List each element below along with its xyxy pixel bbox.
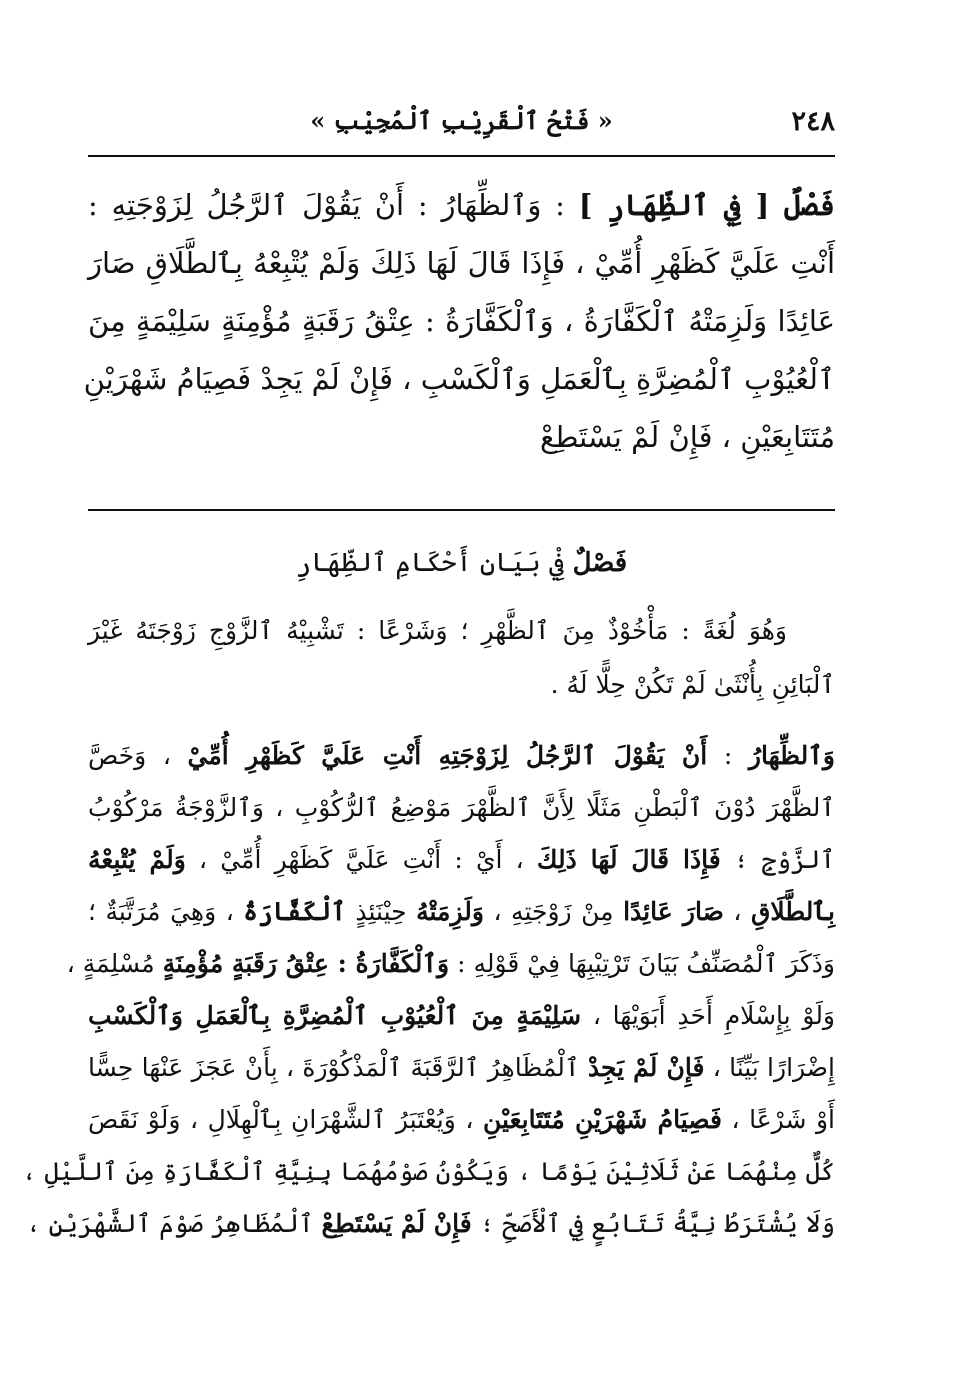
running-title: « فَتْحُ ٱلْقَرِيْبِ ٱلْمُجِيْبِ » [310, 106, 613, 135]
page-header [88, 104, 835, 148]
sharh-text: ٱلزَّوْجِ ؛ [720, 845, 835, 874]
sharh-bold: وَلَزِمَتْهُ [416, 897, 484, 926]
sharh-bold: ٱلْكَفَّارَةُ [243, 897, 346, 926]
sharh-bold: وَلَمْ يُتْبِعْهُ [88, 845, 186, 874]
sharh-bold: أَنْ يَقُوْلَ ٱلرَّجُلُ لِزَوْجَتِهِ أَنْتِ عَلَيَّ كَظَهْرِ أُمِّيْ [187, 741, 708, 770]
intro-paragraph [88, 604, 835, 712]
sharh-text: مُسْلِمَةٍ ، [66, 949, 163, 978]
section-title-bold: فَصْلٌ [572, 548, 628, 578]
intro-line: وَهُوَ لُغَةً : مَأْخُوْذٌ مِنَ ٱلظَّهْرِ ؛ وَشَرْعًا : تَشْبِيْهُ ٱلزَّوْجِ زَوْجَتَهُ غَيْرَ [88, 616, 787, 645]
sharh-line [88, 886, 835, 938]
sharh-text: وَذَكَرَ ٱلْمُصَنِّفُ بَيَانَ تَرْتِيْبِهَا فِيْ قَوْلِهِ : [449, 949, 835, 978]
sharh-text: وَلَا يُشْتَرَطُ نِيَّةُ تَتَابُعٍ فِي ٱلْأَصَحِّ ؛ [471, 1209, 835, 1238]
header-divider [88, 155, 835, 157]
sharh-line [88, 1094, 835, 1146]
matn-line-text: : وَٱلظِّهَارُ : أَنْ يَقُوْلَ ٱلرَّجُلُ لِزَوْجَتِهِ : [88, 188, 579, 222]
sharh-text: وَلَوْ بِإِسْلَامِ أَحَدِ أَبَوَيْهَا ، [581, 1001, 836, 1030]
sharh-text: ، [723, 897, 751, 926]
sharh-text: كُلٌّ مِنْهُمَا عَنْ ثَلَاثِيْنَ يَوْمًا ، وَيَكُوْنُ صَوْمُهُمَا بِنِيَّةِ ٱلْكَفَّارَةِ مِنَ ٱللَّيْلِ ، [21, 1157, 835, 1186]
intro-line: ٱلْبَائِنِ بِأُنْثَىٰ لَمْ تَكُنْ حِلًّا لَهُ . [550, 670, 835, 699]
sharh-bold: وَٱلظِّهَارُ [748, 741, 835, 770]
sharh-text: ، وَيُعْتَبَرُ ٱلشَّهْرَانِ بِٱلْهِلَالِ ، وَلَوْ نَقَصَ [88, 1105, 484, 1134]
sharh-paragraph [21, 730, 836, 1250]
sharh-text: ، وَخَصَّ [88, 741, 188, 770]
book-page [21, 0, 836, 1384]
section-title-rest: فِيْ بَيَانِ أَحْكَامِ ٱلظِّهَارِ [295, 548, 573, 578]
sharh-bold: فَإِنْ لَمْ يَجِدْ [587, 1053, 705, 1082]
sharh-bold: فَإِذَا قَالَ لَهَا ذَلِكَ [536, 845, 721, 874]
matn-line: ٱلْعُيُوْبِ ٱلْمُضِرَّةِ بِٱلْعَمَلِ وَٱلْكَسْبِ ، فَإِنْ لَمْ يَجِدْ فَصِيَامُ شَهْرَيْنِ [83, 362, 835, 396]
sharh-bold: بِٱلطَّلَاقِ [750, 897, 836, 926]
sharh-text: ، أَيْ : أَنْتِ عَلَيَّ كَظَهْرِ أُمِّيْ ، [185, 845, 537, 874]
sharh-line [88, 782, 835, 834]
sharh-text: مِنْ زَوْجَتِهِ ، [483, 897, 624, 926]
sharh-text: ، وَهِيَ مُرَتَّبَةٌ ؛ [88, 897, 244, 926]
matn-line: أَنْتِ عَلَيَّ كَظَهْرِ أُمِّيْ ، فَإِذَا قَالَ لَهَا ذَلِكَ وَلَمْ يُتْبِعْهُ بِٱلطَّلَاقِ صَارَ [88, 246, 835, 280]
sharh-line [88, 1042, 835, 1094]
sharh-text: ٱلْمُظَاهِرُ ٱلرَّقَبَةَ ٱلْمَذْكُوْرَةَ ، بِأَنْ عَجَزَ عَنْهَا حِسًّا [88, 1053, 588, 1082]
matn-sharh-divider [88, 509, 835, 511]
sharh-text: ٱلظَّهْرَ دُوْنَ ٱلْبَطْنِ مَثَلًا لِأَنَّ ٱلظَّهْرَ مَوْضِعُ ٱلرُّكُوْبِ ، وَٱلزَّوْجَةُ مَرْكُوْبُ [88, 793, 835, 822]
sharh-line [21, 1146, 835, 1198]
matn-line: مُتَتَابِعَيْنِ ، فَإِنْ لَمْ يَسْتَطِعْ [539, 420, 835, 454]
sharh-line [88, 834, 835, 886]
sharh-text: إِضْرَارًا بَيِّنًا ، [704, 1053, 835, 1082]
sharh-text: حِيْنَئِذٍ [345, 897, 417, 926]
page-number: ٢٤٨ [791, 106, 835, 137]
sharh-line [26, 1198, 835, 1250]
matn-line [88, 176, 835, 234]
sharh-line [66, 938, 835, 990]
sharh-bold: سَلِيْمَةٍ مِنَ ٱلْعُيُوْبِ ٱلْمُضِرَّةِ بِٱلْعَمَلِ وَٱلْكَسْبِ [88, 1001, 582, 1030]
sharh-line [88, 730, 835, 782]
sharh-text: أَوْ شَرْعًا ، [721, 1105, 836, 1134]
sharh-line [88, 990, 835, 1042]
sharh-bold: فَصِيَامُ شَهْرَيْنِ مُتَتَابِعَيْنِ [483, 1105, 722, 1134]
matn-text [83, 176, 836, 466]
sharh-bold: فَإِنْ لَمْ يَسْتَطِعْ [321, 1209, 472, 1238]
sharh-text: ٱلْمُظَاهِرُ صَوْمَ ٱلشَّهْرَيْنِ ، [26, 1209, 322, 1238]
matn-heading: فَصْلٌ [ فِي ٱلظِّهَارِ ] [578, 188, 836, 222]
matn-line: عَائِدًا وَلَزِمَتْهُ ٱلْكَفَّارَةُ ، وَٱلْكَفَّارَةُ : عِتْقُ رَقَبَةٍ مُؤْمِنَةٍ سَلِيْمَةٍ مِنَ [88, 304, 835, 338]
sharh-bold: وَٱلْكَفَّارَةُ : عِتْقُ رَقَبَةٍ مُؤْمِنَةٍ [162, 949, 450, 978]
section-title [88, 548, 835, 578]
sharh-text: : [707, 741, 749, 770]
sharh-bold: صَارَ عَائِدًا [623, 897, 724, 926]
